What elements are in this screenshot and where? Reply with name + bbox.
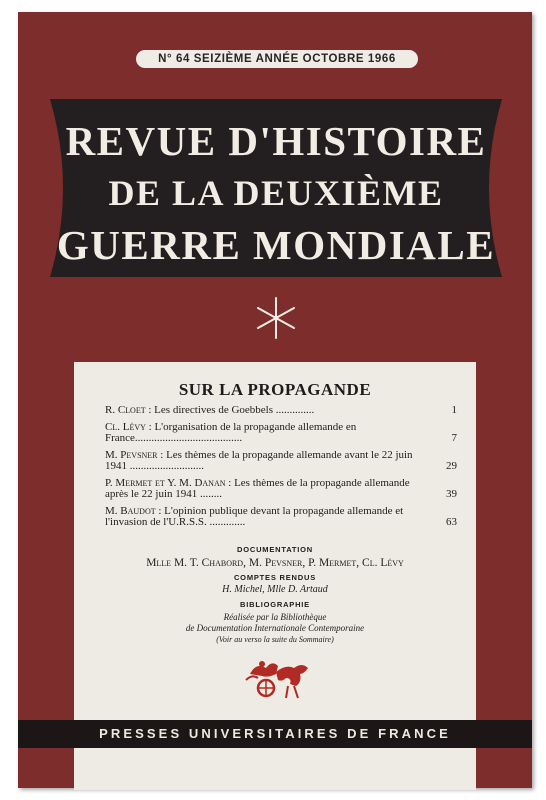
- toc-page: 39: [446, 488, 457, 500]
- journal-title-line-2: DE LA DEUXIÈME: [108, 173, 444, 213]
- toc-title: : L'organisation de la propagande allemande en France.......................................: [105, 420, 357, 444]
- bibliographie-line-1: Réalisée par la Bibliothèque: [223, 612, 327, 622]
- journal-title-line-3: GUERRE MONDIALE: [56, 222, 496, 268]
- toc-item: [105, 422, 457, 445]
- bibliographie-line-2: de Documentation Internationale Contemporaine: [185, 623, 365, 633]
- documentation-authors: Mlle M. T. Chabord, M. Pevsner, P. Mermet, Cl. Lévy: [146, 557, 404, 569]
- comptes-rendus-authors: H. Michel, Mlle D. Artaud: [222, 584, 328, 595]
- toc-item: [105, 478, 457, 501]
- journal-cover: [18, 12, 532, 788]
- toc-item: [105, 506, 457, 529]
- toc-title: : Les directives de Goebbels ..............: [145, 404, 315, 416]
- title-banner: [50, 99, 502, 277]
- issue-info: N° 64 SEIZIÈME ANNÉE OCTOBRE 1966: [136, 50, 418, 68]
- publisher-bar: [18, 720, 532, 748]
- comptes-rendus-label: COMPTES RENDUS: [233, 573, 317, 582]
- toc-author: M. Pevsner: [105, 448, 158, 461]
- section-title: SUR LA PROPAGANDE: [178, 380, 372, 399]
- toc-list: [105, 405, 457, 534]
- toc-title: : Les thèmes de la propagande allemande après le 22 juin 1941 ........: [105, 476, 410, 500]
- toc-author: Cl. Lévy: [105, 420, 146, 433]
- bibliographie-label: BIBLIOGRAPHIE: [240, 600, 310, 609]
- toc-author: P. Mermet et Y. M. Danan: [105, 476, 226, 489]
- asterisk-star-icon: [254, 296, 298, 340]
- journal-title-line-1: REVUE D'HISTOIRE: [65, 118, 487, 164]
- toc-author: R. Cloet: [105, 404, 146, 416]
- chariot-emblem-icon: [242, 654, 312, 702]
- summary-note: (Voir au verso la suite du Sommaire): [216, 635, 334, 644]
- toc-author: M. Baudot: [105, 504, 156, 517]
- toc-item: [105, 405, 457, 417]
- documentation-label: DOCUMENTATION: [237, 545, 313, 554]
- toc-page: 29: [446, 460, 457, 472]
- toc-title: : Les thèmes de la propagande allemande avant le 22 juin 1941 ...........................: [105, 448, 413, 472]
- toc-page: 7: [451, 432, 457, 444]
- toc-title: : L'opinion publique devant la propagande allemande et l'invasion de l'U.R.S.S. .............: [105, 504, 404, 528]
- toc-item: [105, 450, 457, 473]
- toc-page: 1: [451, 404, 457, 416]
- toc-page: 63: [446, 516, 457, 528]
- publisher-name: PRESSES UNIVERSITAIRES DE FRANCE: [99, 726, 451, 741]
